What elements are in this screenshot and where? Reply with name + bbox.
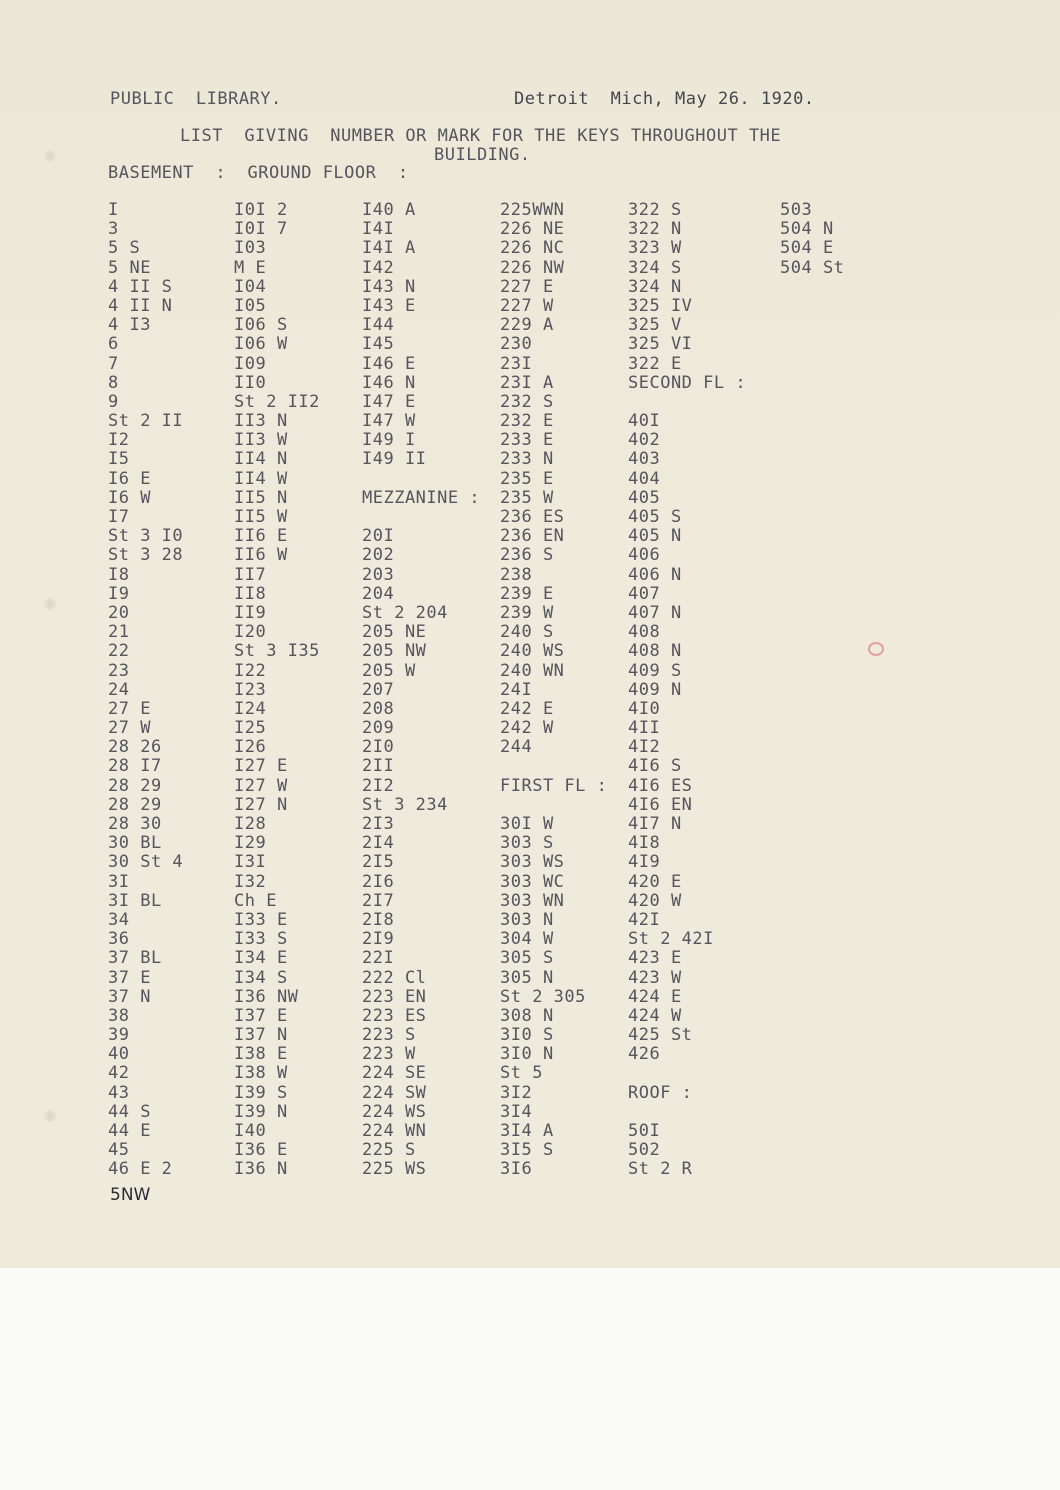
- key-entry: Ch E: [234, 890, 277, 911]
- key-entry: I34 E: [234, 948, 288, 969]
- key-entry: 38: [108, 1005, 130, 1026]
- title-line-2: BUILDING.: [434, 145, 531, 165]
- key-entry: 23I: [500, 353, 533, 374]
- key-entry: 224 WS: [362, 1101, 427, 1122]
- key-column-6: [780, 201, 844, 278]
- key-entry: 3I BL: [108, 890, 162, 911]
- key-entry: 28 I7: [108, 756, 162, 777]
- key-entry: 30 St 4: [108, 852, 184, 873]
- key-entry: 4I6 EN: [628, 794, 693, 815]
- key-entry: [500, 796, 607, 815]
- key-entry: 205 W: [362, 660, 416, 681]
- key-column-2: [234, 201, 320, 1180]
- key-entry: 20I: [362, 526, 395, 547]
- key-entry: I06 S: [234, 315, 288, 336]
- key-entry: 3I0 N: [500, 1044, 554, 1065]
- key-entry: 405: [628, 487, 661, 508]
- key-entry: 225 S: [362, 1140, 416, 1161]
- key-entry: 45: [108, 1140, 130, 1161]
- key-entry: 325 VI: [628, 334, 693, 355]
- key-entry: I36 N: [234, 1159, 288, 1180]
- key-column-3: [362, 201, 480, 1180]
- key-entry: 28 30: [108, 814, 162, 834]
- key-entry: II7: [234, 564, 267, 585]
- key-entry: 502: [628, 1140, 661, 1161]
- key-entry: 225WWN: [500, 200, 565, 220]
- key-entry: I29: [234, 833, 267, 854]
- key-entry: [500, 757, 607, 776]
- key-entry: St 2 II2: [234, 391, 320, 412]
- key-entry: 239 E: [500, 583, 554, 604]
- key-entry: 242 E: [500, 698, 554, 719]
- key-column-5: [628, 201, 746, 1180]
- key-entry: 5 NE: [108, 257, 151, 278]
- red-circle-mark: [868, 642, 884, 656]
- key-column-4: [500, 201, 607, 1180]
- key-entry: 4I0: [628, 698, 661, 719]
- key-entry: 40: [108, 1044, 130, 1065]
- key-entry: 202: [362, 545, 395, 566]
- key-entry: 2I2: [362, 775, 395, 796]
- key-entry: II3 N: [234, 411, 288, 432]
- key-entry: 3I: [108, 871, 130, 892]
- key-entry: 238: [500, 564, 533, 585]
- key-entry: 409 S: [628, 660, 682, 681]
- key-entry: 9: [108, 391, 119, 412]
- key-entry: 322 E: [628, 353, 682, 374]
- key-entry: II9: [234, 602, 267, 623]
- key-entry: I5: [108, 449, 130, 470]
- key-entry: 420 W: [628, 890, 682, 911]
- key-entry: St 2 305: [500, 986, 586, 1007]
- key-entry: 4II: [628, 718, 661, 739]
- key-entry: 4I2: [628, 737, 661, 758]
- key-entry: I49 I: [362, 430, 416, 451]
- key-entry: 303 WS: [500, 852, 565, 873]
- key-entry: I04: [234, 276, 267, 297]
- header-left: PUBLIC LIBRARY.: [110, 89, 282, 109]
- key-entry: 223 ES: [362, 1005, 427, 1026]
- header-right: Detroit Mich, May 26. 1920.: [514, 89, 815, 109]
- key-entry: 24I: [500, 679, 533, 700]
- key-entry: 2I0: [362, 737, 395, 758]
- key-entry: 3: [108, 219, 119, 240]
- key-entry: 36: [108, 929, 130, 950]
- key-entry: 4I7 N: [628, 814, 682, 834]
- key-entry: M E: [234, 257, 267, 278]
- key-entry: I9: [108, 583, 130, 604]
- key-entry: 407: [628, 583, 661, 604]
- key-entry: 223 W: [362, 1044, 416, 1065]
- key-entry: 27 E: [108, 698, 151, 719]
- key-entry: I46 E: [362, 353, 416, 374]
- key-entry: 408 N: [628, 641, 682, 662]
- key-entry: 4 I3: [108, 315, 151, 336]
- key-entry: 24: [108, 679, 130, 700]
- key-entry: St 3 I35: [234, 641, 320, 662]
- key-entry: I37 N: [234, 1025, 288, 1046]
- key-entry: 39: [108, 1025, 130, 1046]
- key-entry: 208: [362, 698, 395, 719]
- key-entry: SECOND FL :: [628, 372, 747, 393]
- key-entry: 239 W: [500, 602, 554, 623]
- key-entry: 236 EN: [500, 526, 565, 547]
- key-entry: 322 N: [628, 219, 682, 240]
- key-entry: 205 NW: [362, 641, 427, 662]
- subheading: BASEMENT : GROUND FLOOR :: [108, 163, 409, 183]
- key-entry: 42I: [628, 909, 661, 930]
- key-entry: I47 E: [362, 391, 416, 412]
- key-entry: 207: [362, 679, 395, 700]
- blank-margin: [0, 1268, 1060, 1490]
- key-entry: 226 NE: [500, 219, 565, 240]
- key-entry: 403: [628, 449, 661, 470]
- key-entry: 27 W: [108, 718, 151, 739]
- key-entry: 303 WN: [500, 890, 565, 911]
- key-entry: I38 W: [234, 1063, 288, 1084]
- key-entry: I40: [234, 1121, 267, 1141]
- key-entry: 404: [628, 468, 661, 489]
- key-entry: St 3 234: [362, 794, 448, 815]
- key-entry: 2I4: [362, 833, 395, 854]
- key-entry: I09: [234, 353, 267, 374]
- key-entry: 227 E: [500, 276, 554, 297]
- key-entry: I32: [234, 871, 267, 892]
- key-entry: I24: [234, 698, 267, 719]
- key-entry: St 2 R: [628, 1159, 693, 1180]
- key-entry: I45: [362, 334, 395, 355]
- key-entry: 229 A: [500, 315, 554, 336]
- key-entry: 28 29: [108, 794, 162, 815]
- key-entry: 42: [108, 1063, 130, 1084]
- key-entry: II6 E: [234, 526, 288, 547]
- key-entry: 223 EN: [362, 986, 427, 1007]
- key-entry: 44 E: [108, 1121, 151, 1141]
- key-entry: 232 E: [500, 411, 554, 432]
- key-entry: 227 W: [500, 295, 554, 316]
- key-entry: I27 E: [234, 756, 288, 777]
- punch-hole: [44, 150, 56, 162]
- key-entry: FIRST FL :: [500, 775, 608, 796]
- key-entry: 244: [500, 737, 533, 758]
- key-entry: 325 V: [628, 315, 682, 336]
- key-entry: 28 26: [108, 737, 162, 758]
- key-entry: 303 N: [500, 909, 554, 930]
- key-entry: 504 St: [780, 257, 845, 278]
- key-entry: St 5: [500, 1063, 543, 1084]
- key-entry: II8: [234, 583, 267, 604]
- key-entry: 203: [362, 564, 395, 585]
- key-entry: 407 N: [628, 602, 682, 623]
- key-entry: I47 W: [362, 411, 416, 432]
- key-entry: 233 E: [500, 430, 554, 451]
- key-entry: 4I6 S: [628, 756, 682, 777]
- key-entry: 23: [108, 660, 130, 681]
- key-entry: 2I6: [362, 871, 395, 892]
- key-entry: 224 SE: [362, 1063, 427, 1084]
- key-entry: I4I A: [362, 238, 416, 259]
- key-entry: I23: [234, 679, 267, 700]
- key-entry: ROOF :: [628, 1082, 693, 1103]
- key-entry: [628, 1064, 746, 1083]
- key-entry: 3I4: [500, 1101, 533, 1122]
- key-entry: 236 S: [500, 545, 554, 566]
- key-entry: 22I: [362, 948, 395, 969]
- key-entry: I43 N: [362, 276, 416, 297]
- key-entry: 223 S: [362, 1025, 416, 1046]
- key-entry: 224 WN: [362, 1121, 427, 1141]
- key-entry: 37 N: [108, 986, 151, 1007]
- key-entry: St 3 28: [108, 545, 184, 566]
- key-entry: 2I9: [362, 929, 395, 950]
- key-entry: I03: [234, 238, 267, 259]
- key-entry: 423 W: [628, 967, 682, 988]
- key-entry: 236 ES: [500, 507, 565, 527]
- key-entry: 8: [108, 372, 119, 393]
- key-entry: 4I9: [628, 852, 661, 873]
- key-entry: 30 BL: [108, 833, 162, 854]
- key-entry: 46 E 2: [108, 1159, 173, 1180]
- key-entry: I0I 2: [234, 200, 288, 220]
- punch-hole: [44, 598, 56, 610]
- key-entry: 240 WS: [500, 641, 565, 662]
- key-entry: 7: [108, 353, 119, 374]
- key-entry: 402: [628, 430, 661, 451]
- key-entry: I05: [234, 295, 267, 316]
- key-entry: I22: [234, 660, 267, 681]
- title-line-1: LIST GIVING NUMBER OR MARK FOR THE KEYS THROUGHOUT THE: [180, 126, 782, 146]
- key-entry: 30I W: [500, 814, 554, 834]
- key-entry: 226 NW: [500, 257, 565, 278]
- key-entry: 2II: [362, 756, 395, 777]
- key-entry: 406: [628, 545, 661, 566]
- key-entry: I39 S: [234, 1082, 288, 1103]
- key-entry: 225 WS: [362, 1159, 427, 1180]
- key-entry: 424 W: [628, 1005, 682, 1026]
- key-entry: I3I: [234, 852, 267, 873]
- key-entry: 4 II S: [108, 276, 173, 297]
- key-entry: 305 N: [500, 967, 554, 988]
- key-entry: 5 S: [108, 238, 141, 259]
- key-entry: II4 W: [234, 468, 288, 489]
- key-entry: 325 IV: [628, 295, 693, 316]
- key-entry: MEZZANINE :: [362, 487, 481, 508]
- key-entry: 424 E: [628, 986, 682, 1007]
- key-entry: 2I3: [362, 814, 395, 834]
- handwritten-note: 5NW: [110, 1185, 151, 1205]
- key-entry: I06 W: [234, 334, 288, 355]
- key-entry: 3I4 A: [500, 1121, 554, 1141]
- key-entry: [362, 508, 480, 527]
- key-entry: II4 N: [234, 449, 288, 470]
- key-entry: 240 WN: [500, 660, 565, 681]
- key-entry: 4 II N: [108, 295, 173, 316]
- key-entry: 4I8: [628, 833, 661, 854]
- key-entry: [362, 470, 480, 489]
- key-entry: 235 E: [500, 468, 554, 489]
- key-entry: I36 NW: [234, 986, 299, 1007]
- key-entry: I26: [234, 737, 267, 758]
- key-entry: 2I7: [362, 890, 395, 911]
- key-entry: I27 N: [234, 794, 288, 815]
- key-entry: 21: [108, 622, 130, 643]
- key-entry: I42: [362, 257, 395, 278]
- key-entry: I33 E: [234, 909, 288, 930]
- key-entry: 222 Cl: [362, 967, 427, 988]
- key-entry: I36 E: [234, 1140, 288, 1161]
- key-entry: St 3 I0: [108, 526, 184, 547]
- key-entry: I40 A: [362, 200, 416, 220]
- key-entry: 406 N: [628, 564, 682, 585]
- key-entry: 2I5: [362, 852, 395, 873]
- key-entry: 322 S: [628, 200, 682, 220]
- key-column-1: [108, 201, 183, 1180]
- key-entry: 324 S: [628, 257, 682, 278]
- key-entry: I20: [234, 622, 267, 643]
- key-entry: I6 E: [108, 468, 151, 489]
- key-entry: 409 N: [628, 679, 682, 700]
- key-entry: 226 NC: [500, 238, 565, 259]
- key-entry: 204: [362, 583, 395, 604]
- key-entry: 37 E: [108, 967, 151, 988]
- key-entry: 423 E: [628, 948, 682, 969]
- key-entry: 233 N: [500, 449, 554, 470]
- key-entry: I: [108, 200, 119, 220]
- key-entry: 20: [108, 602, 130, 623]
- key-entry: I4I: [362, 219, 395, 240]
- key-entry: 324 N: [628, 276, 682, 297]
- key-entry: II3 W: [234, 430, 288, 451]
- key-entry: 23I A: [500, 372, 554, 393]
- key-entry: 34: [108, 909, 130, 930]
- key-entry: 304 W: [500, 929, 554, 950]
- key-entry: I25: [234, 718, 267, 739]
- key-entry: 209: [362, 718, 395, 739]
- key-entry: I46 N: [362, 372, 416, 393]
- key-entry: I38 E: [234, 1044, 288, 1065]
- key-entry: 242 W: [500, 718, 554, 739]
- key-entry: 305 S: [500, 948, 554, 969]
- key-entry: 50I: [628, 1121, 661, 1141]
- key-entry: 230: [500, 334, 533, 355]
- key-entry: 3I0 S: [500, 1025, 554, 1046]
- key-entry: I28: [234, 814, 267, 834]
- key-entry: 40I: [628, 411, 661, 432]
- key-entry: 425 St: [628, 1025, 693, 1046]
- key-entry: St 2 204: [362, 602, 448, 623]
- key-entry: II5 W: [234, 507, 288, 527]
- key-entry: 22: [108, 641, 130, 662]
- key-entry: St 2 42I: [628, 929, 714, 950]
- key-entry: I0I 7: [234, 219, 288, 240]
- key-entry: I6 W: [108, 487, 151, 508]
- key-entry: II6 W: [234, 545, 288, 566]
- key-entry: 504 N: [780, 219, 834, 240]
- key-entry: I44: [362, 315, 395, 336]
- key-entry: II5 N: [234, 487, 288, 508]
- key-entry: 240 S: [500, 622, 554, 643]
- key-entry: 504 E: [780, 238, 834, 259]
- key-entry: St 2 II: [108, 411, 184, 432]
- key-entry: I7: [108, 507, 130, 527]
- key-entry: 323 W: [628, 238, 682, 259]
- key-entry: I33 S: [234, 929, 288, 950]
- key-entry: I43 E: [362, 295, 416, 316]
- key-entry: 4I6 ES: [628, 775, 693, 796]
- key-entry: 426: [628, 1044, 661, 1065]
- key-entry: [628, 393, 746, 412]
- key-entry: 308 N: [500, 1005, 554, 1026]
- key-entry: 3I2: [500, 1082, 533, 1103]
- key-entry: I39 N: [234, 1101, 288, 1122]
- key-entry: I37 E: [234, 1005, 288, 1026]
- punch-hole: [44, 1110, 56, 1122]
- key-entry: 2I8: [362, 909, 395, 930]
- key-entry: I2: [108, 430, 130, 451]
- key-entry: 6: [108, 334, 119, 355]
- key-entry: II0: [234, 372, 267, 393]
- key-entry: [628, 1103, 746, 1122]
- key-entry: 235 W: [500, 487, 554, 508]
- key-entry: I8: [108, 564, 130, 585]
- key-entry: 37 BL: [108, 948, 162, 969]
- key-entry: 303 S: [500, 833, 554, 854]
- key-entry: 405 S: [628, 507, 682, 527]
- key-entry: 44 S: [108, 1101, 151, 1122]
- key-entry: 28 29: [108, 775, 162, 796]
- key-entry: 43: [108, 1082, 130, 1103]
- key-entry: 503: [780, 200, 813, 220]
- key-entry: 303 WC: [500, 871, 565, 892]
- key-entry: I27 W: [234, 775, 288, 796]
- key-entry: 408: [628, 622, 661, 643]
- key-entry: 205 NE: [362, 622, 427, 643]
- key-entry: I34 S: [234, 967, 288, 988]
- key-entry: 232 S: [500, 391, 554, 412]
- key-entry: 224 SW: [362, 1082, 427, 1103]
- key-entry: 420 E: [628, 871, 682, 892]
- key-entry: 3I6: [500, 1159, 533, 1180]
- key-entry: 3I5 S: [500, 1140, 554, 1161]
- key-entry: 405 N: [628, 526, 682, 547]
- key-entry: I49 II: [362, 449, 427, 470]
